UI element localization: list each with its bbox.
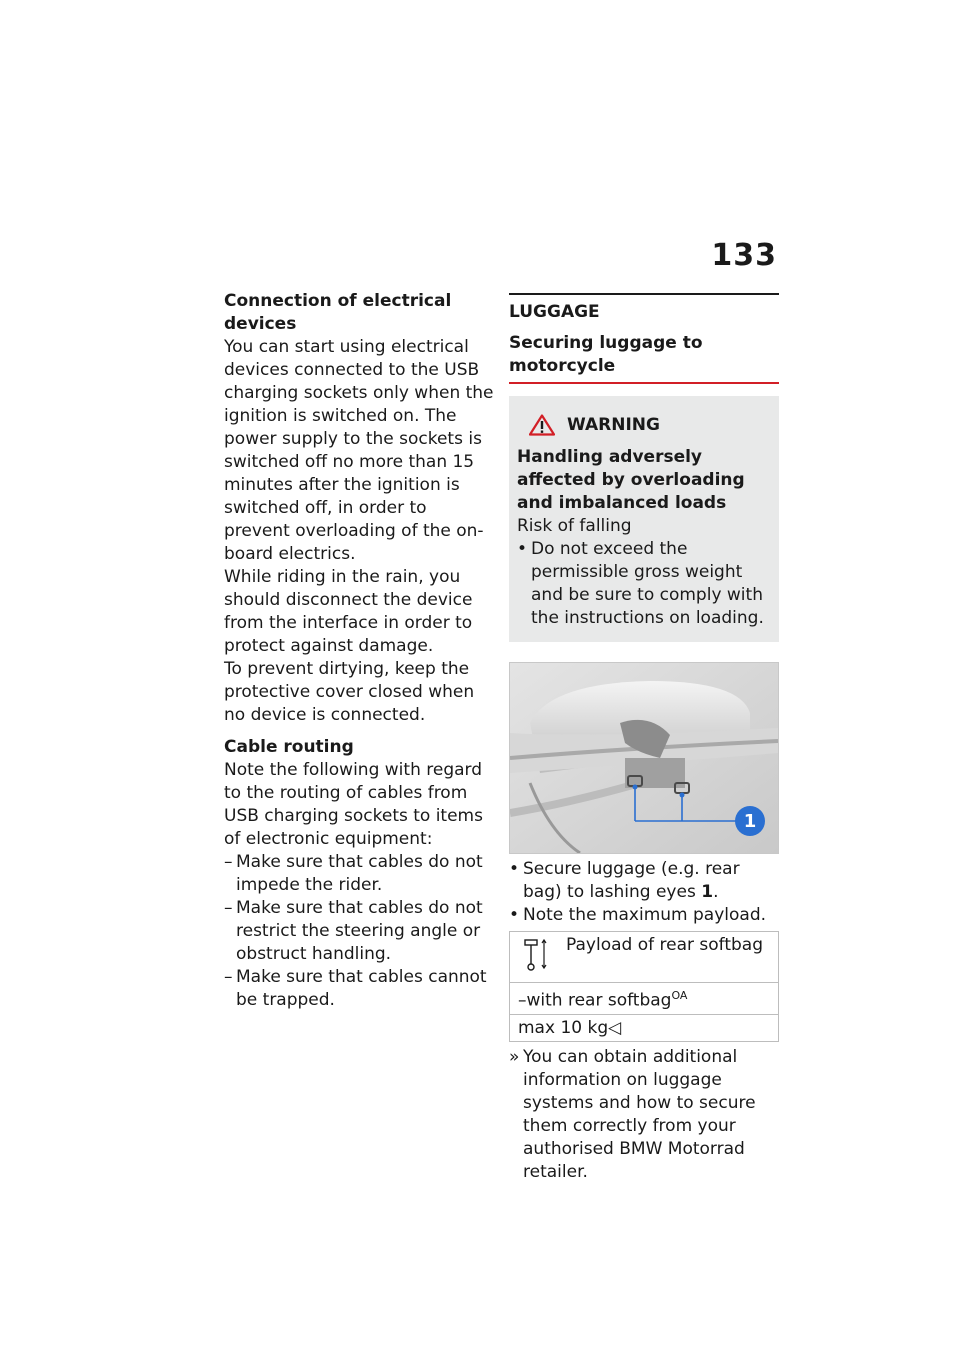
paragraph-protective-cover: To prevent dirtying, keep the protective cover closed when no device is connected. [224, 659, 475, 725]
paragraph-rain: While riding in the rain, you should disconnect the device from the interface in order to protect against damage. [224, 567, 473, 656]
end-mark-icon: ◁ [608, 1017, 622, 1038]
paragraph-usb-ignition: You can start using electrical devices connected to the USB charging sockets only when the ignition is switched on. The power supply to the sockets is switched off no more than 15 minutes after the ignition is switched off, in order to prevent overloading of the on-board electrics. [224, 337, 494, 564]
figure-callout: 1 [743, 811, 757, 832]
warning-risk: Risk of falling [517, 516, 632, 536]
list-item: • Secure luggage (e.g. rear bag) to lashing eyes 1. [509, 859, 740, 902]
warning-title: Handling adversely affected by overloading and imbalanced loads [517, 447, 745, 513]
paragraph-cable-note: Note the following with regard to the routing of cables from USB charging sockets to items of electronic equipment: [224, 760, 483, 849]
payload-condition: –with rear softbag$^{OA}$ [510, 982, 778, 1014]
warning-label: WARNING [567, 415, 660, 435]
info-item: » You can obtain additional information on luggage systems and how to secure them correctly from your authorised BMW Motorrad retailer. [509, 1046, 756, 1182]
section-heading-luggage: LUGGAGE [509, 302, 600, 322]
list-item: – Make sure that cables cannot be trapped. [224, 967, 487, 1010]
list-item: • Note the maximum payload. [509, 905, 767, 925]
heading-securing-luggage: Securing luggage to motorcycle [509, 333, 703, 376]
payload-table [509, 931, 779, 1042]
payload-title: Payload of rear softbag [566, 935, 763, 955]
warning-box [509, 396, 779, 642]
right-column [509, 293, 779, 1184]
warning-bullet: • Do not exceed the permissible gross weight and be sure to comply with the instructions on loading. [517, 539, 764, 628]
left-column [224, 290, 494, 1012]
list-item: – Make sure that cables do not impede the rider. [224, 852, 483, 895]
weight-scale-icon [522, 934, 548, 974]
warning-triangle-icon [529, 414, 555, 436]
luggage-lashing-figure [509, 662, 779, 854]
page-number: 133 [711, 238, 777, 273]
list-item: – Make sure that cables do not restrict the steering angle or obstruct handling. [224, 898, 483, 964]
payload-value: max 10 kg◁ [510, 1014, 778, 1041]
heading-cable-routing: Cable routing [224, 737, 354, 757]
heading-connection-electrical: Connection of electrical devices [224, 291, 452, 334]
